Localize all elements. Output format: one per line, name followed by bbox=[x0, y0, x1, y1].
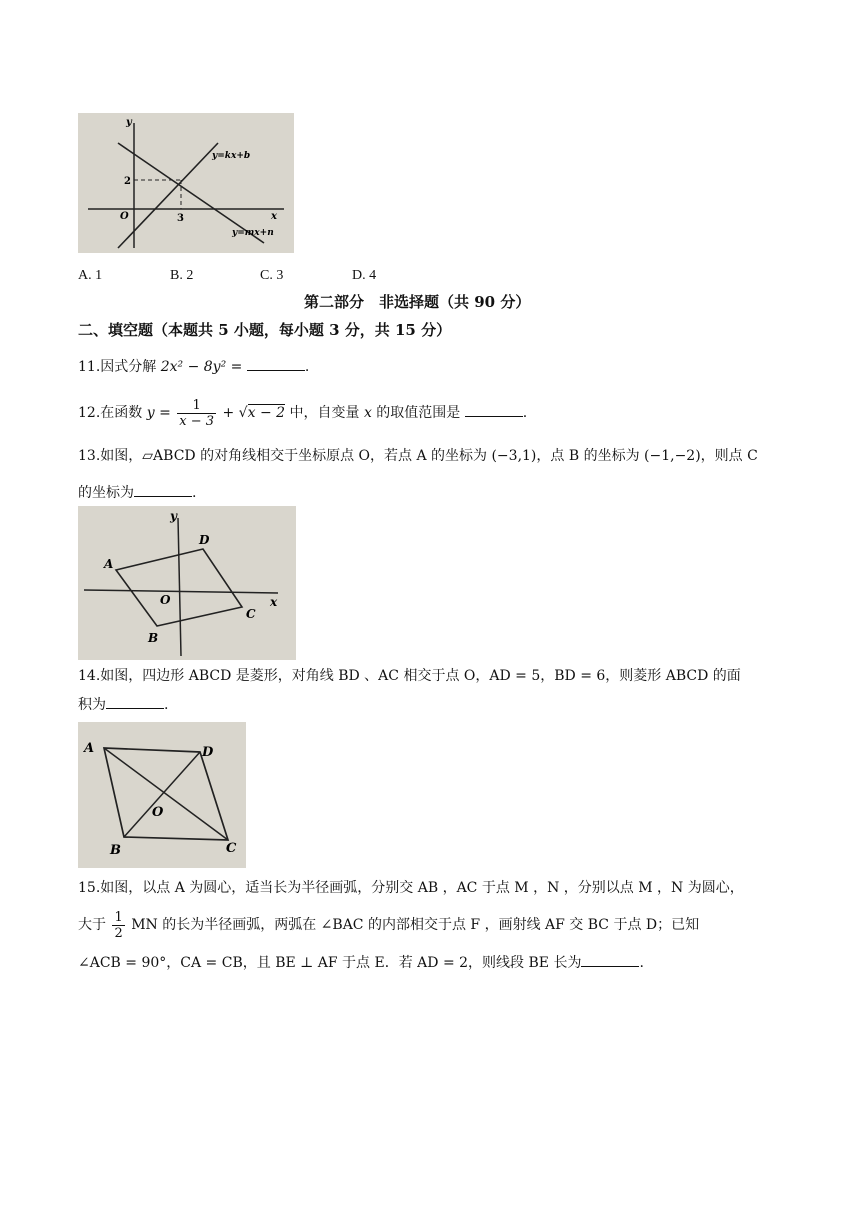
fig13-label-b: B bbox=[148, 631, 159, 645]
label-origin: O bbox=[120, 211, 129, 222]
section-title: 二、填空题（本题共 5 小题，每小题 3 分，共 15 分） bbox=[78, 321, 452, 339]
figure-q14-rhombus bbox=[78, 722, 246, 868]
q12-plus: + bbox=[222, 405, 235, 421]
line-mx-n-label: y=mx+n bbox=[232, 228, 274, 238]
fig13-label-o: O bbox=[160, 593, 171, 607]
fig14-diagonal-ac bbox=[104, 748, 228, 840]
q11-expression: 2x² − 8y² = bbox=[160, 359, 243, 375]
q12-answer-blank[interactable] bbox=[465, 402, 523, 417]
q12-middle: 中，自变量 bbox=[289, 405, 360, 421]
q15-frac-num: 1 bbox=[114, 909, 123, 925]
q14-answer-blank[interactable] bbox=[106, 694, 164, 709]
q11-prefix: 11.因式分解 bbox=[78, 359, 157, 375]
figure-q10-graph bbox=[78, 113, 294, 253]
fig13-label-x: x bbox=[270, 595, 278, 609]
fig13-label-d: D bbox=[199, 533, 210, 547]
q15-line2-rest: MN 的长为半径画弧，两弧在 ∠BAC 的内部相交于点 F ，画射线 AF 交 BC 于点 D；已知 bbox=[131, 917, 700, 933]
q12-frac-den: x − 3 bbox=[179, 413, 215, 429]
question-15-line1: 15.如图，以点 A 为圆心，适当长为半径画弧，分别交 AB ，AC 于点 M ，N ，分别以点 M ，N 为圆心， bbox=[78, 880, 744, 896]
q12-rest: 的取值范围是 bbox=[376, 405, 461, 421]
question-12 bbox=[78, 396, 527, 430]
q14-suffix: . bbox=[164, 697, 169, 713]
q12-fraction bbox=[177, 398, 216, 429]
q15-fraction bbox=[112, 910, 124, 941]
question-11 bbox=[78, 356, 309, 377]
q14-prefix: 积为 bbox=[78, 697, 106, 713]
q13-answer-blank[interactable] bbox=[134, 482, 192, 497]
fig13-x-axis bbox=[84, 590, 278, 593]
q15-frac-den: 2 bbox=[114, 925, 123, 941]
figure-q14-svg bbox=[78, 722, 246, 868]
question-14-line2 bbox=[78, 694, 168, 715]
q15-prefix: 大于 bbox=[78, 917, 106, 933]
q13-prefix: 的坐标为 bbox=[78, 485, 134, 501]
q15-answer-blank[interactable] bbox=[581, 952, 639, 967]
fig14-label-d: D bbox=[202, 745, 214, 760]
figure-q13-svg bbox=[78, 506, 296, 660]
label-x: x bbox=[271, 211, 277, 222]
fig13-label-c: C bbox=[246, 607, 256, 621]
question-13-line1: 13.如图，▱ABCD 的对角线相交于坐标原点 O，若点 A 的坐标为 (−3,1)，点 B 的坐标为 (−1,−2)，则点 C bbox=[78, 448, 758, 464]
label-y: y bbox=[126, 117, 132, 128]
figure-q10-svg bbox=[78, 113, 294, 253]
fig14-diagonal-bd bbox=[124, 752, 200, 837]
option-c: C. 3 bbox=[260, 268, 284, 283]
question-13-line2 bbox=[78, 482, 196, 503]
tick-y-label: 2 bbox=[124, 176, 131, 187]
q12-y-eq: y = bbox=[146, 405, 171, 421]
q12-var: x bbox=[363, 405, 372, 421]
question-14-line1: 14.如图，四边形 ABCD 是菱形，对角线 BD 、AC 相交于点 O，AD = 5，BD = 6，则菱形 ABCD 的面 bbox=[78, 668, 741, 684]
tick-x-label: 3 bbox=[177, 213, 184, 224]
fig14-label-a: A bbox=[84, 741, 95, 756]
question-15-line3 bbox=[78, 952, 644, 973]
q12-sqrt-expr: x − 2 bbox=[247, 405, 286, 421]
figure-q13-parallelogram bbox=[78, 506, 296, 660]
option-d: D. 4 bbox=[352, 268, 377, 283]
fig14-label-c: C bbox=[226, 841, 237, 856]
option-a: A. 1 bbox=[78, 268, 103, 283]
line-kx-b-label: y=kx+b bbox=[212, 151, 251, 161]
q15-line3-text: ∠ACB = 90°，CA = CB，且 BE ⊥ AF 于点 E．若 AD = 2，则线段 BE 长为 bbox=[78, 955, 582, 971]
fig14-label-o: O bbox=[152, 805, 164, 820]
line-kx-b bbox=[118, 143, 218, 248]
q12-frac-num: 1 bbox=[177, 398, 216, 414]
q12-suffix: . bbox=[522, 405, 528, 421]
q15-suffix: . bbox=[639, 955, 644, 971]
q12-prefix: 12.在函数 bbox=[78, 405, 143, 421]
q11-suffix: . bbox=[304, 359, 310, 375]
part2-title: 第二部分 非选择题（共 90 分） bbox=[304, 293, 531, 311]
q11-answer-blank[interactable] bbox=[247, 356, 305, 371]
fig13-label-a: A bbox=[104, 557, 114, 571]
fig13-y-axis bbox=[178, 518, 181, 656]
q12-sqrt-sign: √ bbox=[238, 405, 248, 421]
fig13-label-y: y bbox=[170, 509, 177, 523]
q13-suffix: . bbox=[192, 485, 197, 501]
question-15-line2 bbox=[78, 908, 699, 942]
option-b: B. 2 bbox=[170, 268, 194, 283]
fig14-label-b: B bbox=[110, 843, 121, 858]
